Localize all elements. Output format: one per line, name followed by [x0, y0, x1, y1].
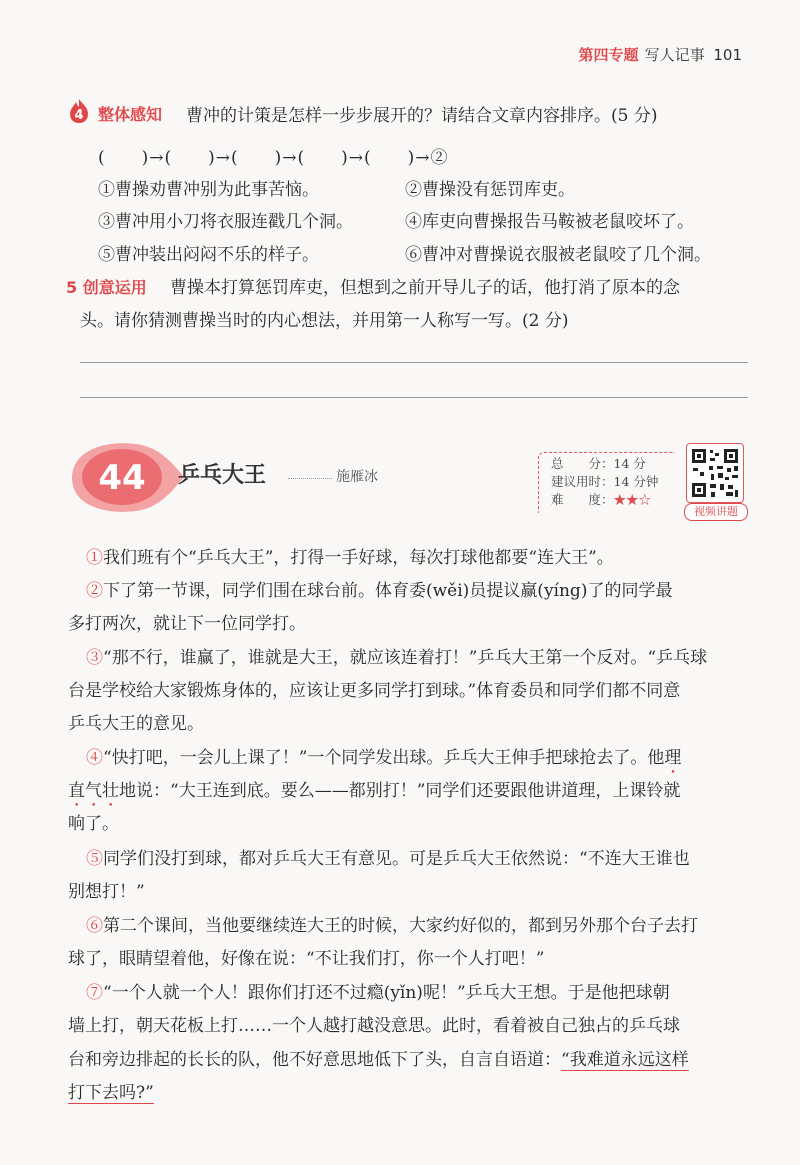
paragraph-7-line4	[68, 1078, 154, 1103]
lesson-title: 乒乓大王	[178, 463, 267, 488]
info-time: 建议用时：14 分钟	[551, 474, 659, 489]
paragraph-7-line2: 墙上打，朝天花板上打……一个人越打越没意思。此时，看着被自己独占的乒乓球	[68, 1016, 680, 1036]
page-number: 101	[713, 46, 742, 64]
underlined-quote: 打下去吗?”	[68, 1083, 154, 1103]
q4-question: 曹冲的计策是怎样一步步展开的？请结合文章内容排序。(5 分)	[186, 106, 658, 126]
page-header	[579, 44, 742, 65]
underlined-quote: “我难道永远这样	[561, 1050, 689, 1070]
q5-text-line2: 头。请你猜测曹操当时的内心想法，并用第一人称写一写。(2 分)	[80, 311, 569, 331]
paragraph-5-line2: 别想打！”	[68, 882, 145, 902]
paragraph-4-line3: 响了。	[68, 814, 119, 834]
answer-line[interactable]	[80, 397, 748, 398]
q4-label: 整体感知	[98, 105, 163, 124]
paragraph-4-line1: ④“快打吧，一会儿上课了！”一个同学发出球。乒乓大王伸手把球抢去了。他理	[86, 748, 682, 768]
paragraph-7-line1: ⑦“一个人就一个人！跟你们打还不过瘾(yǐn)呢！”乒乓大王想。于是他把球朝	[86, 983, 670, 1003]
info-difficulty-label: 难 度：	[551, 492, 614, 507]
paragraph-4-line2: 直气壮地说：“大王连到底。要么——都别打！”同学们还要跟他讲道理，上课铃就	[68, 781, 681, 801]
q5-label: 5 创意运用	[66, 278, 147, 297]
paragraph-3-line2: 台是学校给大家锻炼身体的，应该让更多同学打到球。”体育委员和同学们都不同意	[68, 681, 681, 701]
paragraph-7-line3: 台和旁边排起的长长的队，他不好意思地低下了头，自言自语道：“我难道永远这样	[68, 1050, 689, 1070]
paragraph-2-line2: 多打两次，就让下一位同学打。	[68, 614, 306, 634]
emphasized-phrase: 直气壮	[68, 781, 119, 801]
info-total: 总 分：14 分	[551, 456, 646, 471]
header-subtitle: 写人记事	[644, 46, 705, 64]
q4-option: ④库吏向曹操报告马鞍被老鼠咬坏了。	[405, 212, 694, 232]
paragraph-3-line3: 乒乓大王的意见。	[68, 714, 204, 734]
paragraph-3-line1: ③“那不行，谁赢了，谁就是大王，就应该连着打！”乒乓大王第一个反对。“乒乓球	[86, 648, 708, 668]
lesson-number: 44	[98, 458, 146, 498]
header-topic: 第四专题	[578, 46, 639, 64]
paragraph-6-line1: ⑥第二个课间，当他要继续连大王的时候，大家约好似的，都到另外那个台子去打	[86, 916, 698, 936]
q4-option: ①曹操劝曹冲别为此事苦恼。	[98, 180, 319, 200]
paragraph-6-line2: 球了，眼睛望着他，好像在说：“不让我们打，你一个人打吧！”	[68, 949, 545, 969]
video-lecture-button[interactable]: 视频讲题	[684, 503, 748, 521]
lesson-author: 施雁冰	[336, 469, 378, 485]
q4-option: ⑥曹冲对曹操说衣服被老鼠咬了几个洞。	[405, 245, 711, 265]
qr-code-icon[interactable]	[686, 443, 744, 503]
difficulty-stars-icon: ★★☆	[613, 492, 652, 507]
paragraph-2-line1: ②下了第一节课，同学们围在球台前。体育委(wěi)员提议赢(yíng)了的同学最	[86, 581, 673, 601]
q4-number: 4	[74, 108, 84, 123]
paragraph-1: ①我们班有个“乒乓大王”，打得一手好球，每次打球他都要“连大王”。	[86, 548, 614, 568]
q4-option: ③曹冲用小刀将衣服连戳几个洞。	[98, 212, 353, 232]
paragraph-5-line1: ⑤同学们没打到球，都对乒乓大王有意见。可是乒乓大王依然说：“不连大王谁也	[86, 849, 690, 869]
q4-option: ②曹操没有惩罚库吏。	[405, 180, 575, 200]
q4-sequence-blanks[interactable]: ( )→( )→( )→( )→( )→②	[98, 148, 449, 168]
q5-text-line1: 曹操本打算惩罚库吏，但想到之前开导儿子的话，他打消了原本的念	[170, 278, 680, 298]
title-divider	[288, 478, 332, 479]
lesson-info-box	[538, 452, 674, 513]
answer-line[interactable]	[80, 362, 748, 363]
q4-option: ⑤曹冲装出闷闷不乐的样子。	[98, 245, 319, 265]
flame-icon	[68, 98, 90, 124]
lesson-number-badge	[66, 438, 186, 516]
